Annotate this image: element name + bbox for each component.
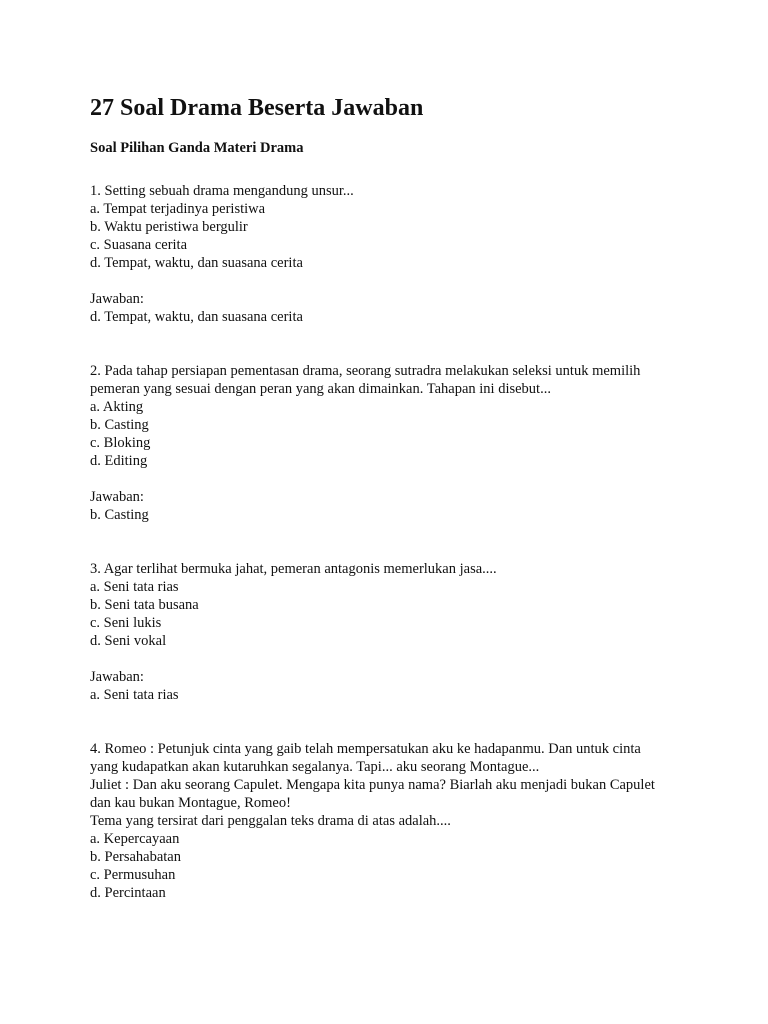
option-d: d. Percintaan [90,885,166,901]
option-b: b. Waktu peristiwa bergulir [90,219,248,235]
answer-label: Jawaban: [90,669,144,685]
question-text: 2. Pada tahap persiapan pementasan drama, seorang sutradra melakukan seleksi untuk memilih [90,363,641,379]
question-text: yang kudapatkan akan kutaruhkan segalanya. Tapi... aku seorang Montague... [90,759,540,775]
answer-text: d. Tempat, waktu, dan suasana cerita [90,309,303,325]
document-page [90,92,710,902]
question-text: Tema yang tersirat dari penggalan teks drama di atas adalah.... [90,813,451,829]
question-text: 4. Romeo : Petunjuk cinta yang gaib telah mempersatukan aku ke hadapanmu. Dan untuk cinta [90,741,641,757]
option-c: c. Seni lukis [90,615,162,631]
answer-label: Jawaban: [90,291,144,307]
question-text: Juliet : Dan aku seorang Capulet. Mengapa kita punya nama? Biarlah aku menjadi bukan Capulet [90,777,655,793]
option-b: b. Seni tata busana [90,597,199,613]
page-title: 27 Soal Drama Beserta Jawaban [90,95,424,121]
question-1 [90,182,710,326]
option-c: c. Permusuhan [90,867,176,883]
option-d: d. Editing [90,453,148,469]
question-3 [90,560,710,704]
question-text: dan kau bukan Montague, Romeo! [90,795,291,811]
option-a: a. Akting [90,399,144,415]
option-c: c. Suasana cerita [90,237,188,253]
question-text: 1. Setting sebuah drama mengandung unsur... [90,183,354,199]
question-2 [90,362,710,524]
answer-text: a. Seni tata rias [90,687,179,703]
question-text: pemeran yang sesuai dengan peran yang akan dimainkan. Tahapan ini disebut... [90,381,551,397]
option-b: b. Persahabatan [90,849,181,865]
option-a: a. Seni tata rias [90,579,179,595]
option-a: a. Tempat terjadinya peristiwa [90,201,266,217]
section-heading: Soal Pilihan Ganda Materi Drama [90,140,304,156]
option-d: d. Seni vokal [90,633,167,649]
option-a: a. Kepercayaan [90,831,180,847]
question-text: 3. Agar terlihat bermuka jahat, pemeran antagonis memerlukan jasa.... [90,561,497,577]
option-b: b. Casting [90,417,149,433]
option-c: c. Bloking [90,435,151,451]
question-4 [90,740,710,902]
answer-label: Jawaban: [90,489,144,505]
answer-text: b. Casting [90,507,149,523]
option-d: d. Tempat, waktu, dan suasana cerita [90,255,303,271]
